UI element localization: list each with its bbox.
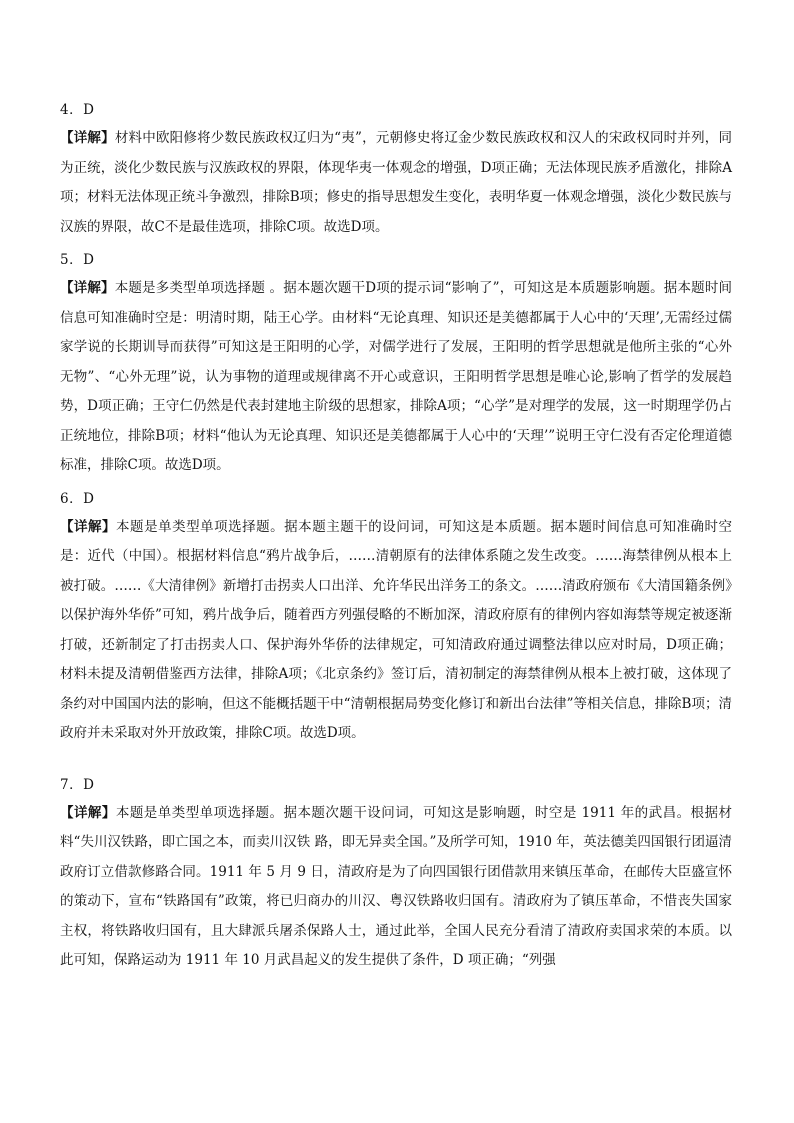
blank-line xyxy=(60,753,732,771)
explanation-tag: 【详解】 xyxy=(60,518,117,535)
explanation-text: 本题是多类型单项选择题 。据本题次题干D项的提示词“影响了”，可知这是本质题影响题。据本题时间信息可知准确时空是：明清时期，陆王心学。由材料“无论真理、知识还是美德都属于人心中的‘天理’,无需经过儒家学说的长期训导而获得”可知这是王阳明的心学，对儒学进行了发展，王阳明的哲学思想就是他所主张的“心外无物”、“心外无理”说，认为事物的道理或规律离不开心或意识，王阳明哲学思想是唯心论,影响了哲学的发展趋势，D项正确；王守仁仍然是代表封建地主阶级的思想家，排除A项；“心学”是对理学的发展，这一时期理学仍占正统地位，排除B项；材料“他认为无论真理、知识还是美德都属于人心中的‘天理’”说明王守仁没有否定伦理道德标准，排除C项。故选D项。 xyxy=(60,280,732,473)
explanation-tag: 【详解】 xyxy=(60,280,115,296)
explanation-text: 本题是单类型单项选择题。据本题次题干设问词，可知这是影响题，时空是 1911 年的武昌。根据材料“失川汉铁路，即亡国之本，而卖川汉铁 路，即无异卖全国。”及所学可知，1910 年，英法德美四国银行团逼清政府订立借款修路合同。1911 年 5 月 9 日，清政府是为了向四国银行团借款用来镇压革命，在邮传大臣盛宣怀的策动下，宣布“铁路国有”政策，将已归商办的川汉、粤汉铁路收归国有。清政府为了镇压革命，不惜丧失国家主权，将铁路收归国有，且大肆派兵屠杀保路人士，通过此举，全国人民充分看清了清政府卖国求荣的本质。以此可知，保路运动为 1911 年 10 月武昌起义的发生提供了条件，D 项正确；“列强 xyxy=(60,804,732,968)
explanation-paragraph xyxy=(60,274,732,481)
explanation-paragraph xyxy=(60,124,732,242)
explanation-text: 材料中欧阳修将少数民族政权辽归为“夷”，元朝修史将辽金少数民族政权和汉人的宋政权同时并列，同为正统，淡化少数民族与汉族政权的界限，体现华夷一体观念的增强，D项正确；无法体现民族矛盾激化，排除A项；材料无法体现正统斗争激烈，排除B项；修史的指导思想发生变化，表明华夏一体观念增强，淡化少数民族与汉族的界限，故C不是最佳选项，排除C项。故选D项。 xyxy=(60,130,733,235)
explanation-paragraph xyxy=(60,513,732,749)
question-number: 5．D xyxy=(60,252,95,268)
explanation-tag: 【详解】 xyxy=(60,130,115,146)
answer-item-7 xyxy=(60,771,732,976)
explanation-tag: 【详解】 xyxy=(60,804,116,821)
question-number: 6．D xyxy=(60,490,95,507)
question-number: 7．D xyxy=(60,776,95,793)
explanation-paragraph xyxy=(60,799,732,976)
answer-item-4 xyxy=(60,96,732,242)
explanation-text: 本题是单类型单项选择题。据本题主题干的设问词，可知这是本质题。据本题时间信息可知准确时空是：近代（中国）。根据材料信息“鸦片战争后，……清朝原有的法律体系随之发生改变。……海禁律例从根本上被打破。……《大清律例》新增打击拐卖人口出洋、允许华民出洋务工的条文。……清政府颁布《大清国籍条例》以保护海外华侨”可知，鸦片战争后，随着西方列强侵略的不断加深，清政府原有的律例内容如海禁等规定被逐渐打破，还新制定了打击拐卖人口、保护海外华侨的法律规定，可知清政府通过调整法律以应对时局，D项正确；材料未提及清朝借鉴西方法律，排除A项；《北京条约》签订后，清初制定的海禁律例从根本上被打破，这体现了条约对中国国内法的影响，但这不能概括题干中“清朝根据局势变化修订和新出台法律”等相关信息，排除B项；清政府并未采取对外开放政策，排除C项。故选D项。 xyxy=(60,518,733,741)
document-page xyxy=(60,96,732,980)
answer-item-6 xyxy=(60,485,732,749)
question-number: 4．D xyxy=(60,102,95,118)
answer-item-5 xyxy=(60,246,732,481)
